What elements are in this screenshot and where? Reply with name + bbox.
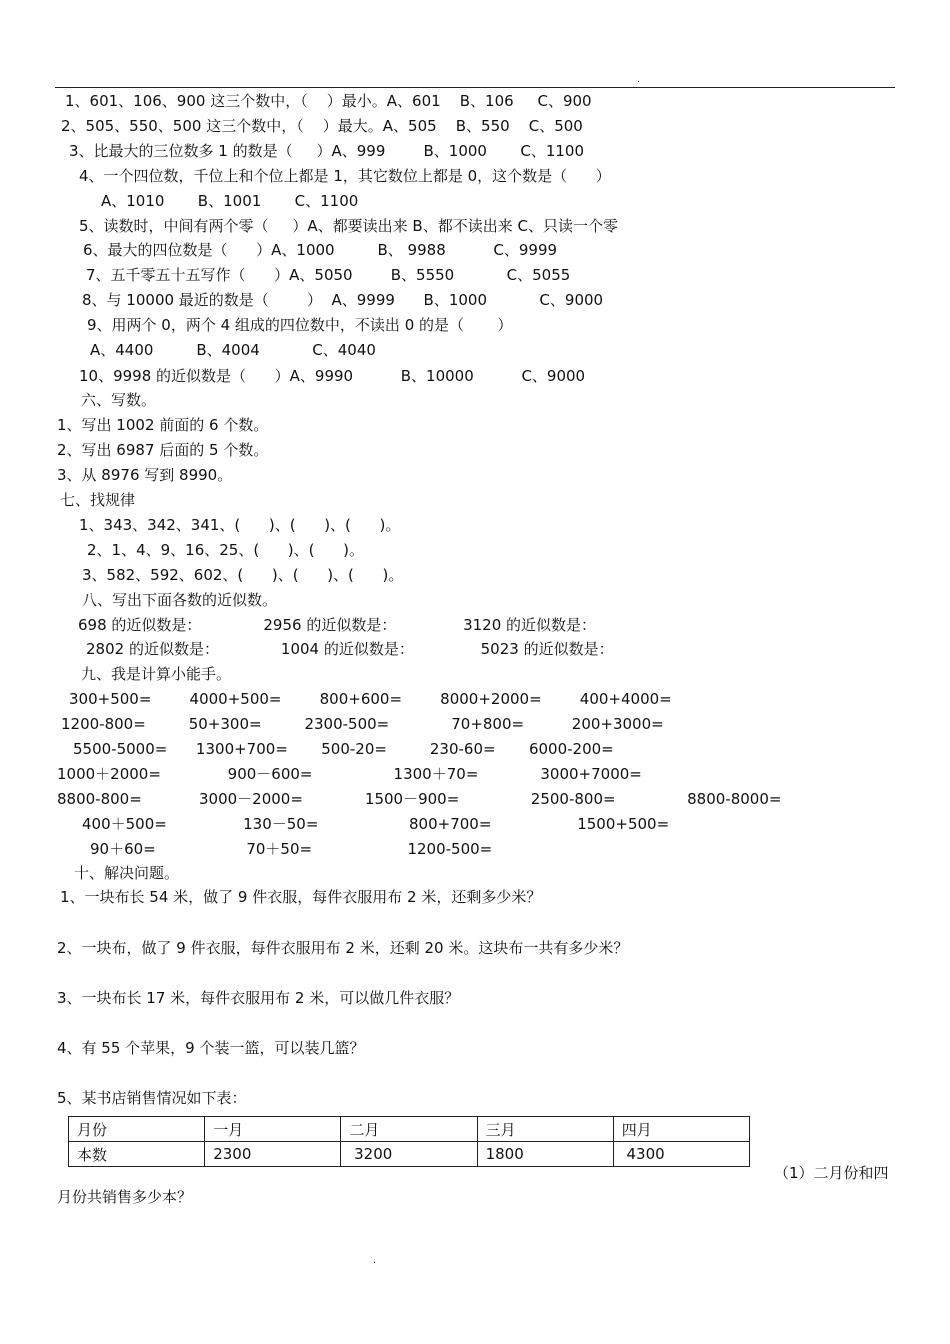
- word-problem-4: 4、有 55 个苹果，9 个装一篮，可以装几篮？: [57, 1039, 365, 1057]
- calc-row: 300+500= 4000+500= 800+600= 8000+2000= 400+4000=: [69, 690, 672, 708]
- sub-question-1-part-a: （1）二月份和四: [774, 1164, 889, 1182]
- choice-q9-options: A、4400 B、4004 C、4040: [90, 341, 376, 359]
- choice-q6: 6、最大的四位数是（ ）A、1000 B、 9988 C、9999: [83, 241, 558, 259]
- section6-title: 六、写数。: [81, 391, 157, 409]
- choice-q10: 10、9998 的近似数是（ ）A、9990 B、10000 C、9000: [79, 367, 586, 385]
- choice-q1: 1、601、106、900 这三个数中，（ ）最小。A、601 B、106 C、900: [65, 92, 592, 110]
- choice-q9: 9、用两个 0，两个 4 组成的四位数中，不读出 0 的是（ ）: [87, 316, 513, 334]
- table-header-cell: 四月: [613, 1117, 749, 1142]
- table-cell: 2300: [205, 1142, 341, 1167]
- word-problem-3: 3、一块布长 17 米，每件衣服用布 2 米，可以做几件衣服？: [57, 989, 460, 1007]
- sub-question-1-part-b: 月份共销售多少本？: [57, 1188, 193, 1206]
- word-problem-5: 5、某书店销售情况如下表：: [57, 1089, 247, 1107]
- section6-item: 2、写出 6987 后面的 5 个数。: [57, 441, 269, 459]
- section8-row: 698 的近似数是： 2956 的近似数是： 3120 的近似数是：: [78, 616, 597, 634]
- section9-title: 九、我是计算小能手。: [81, 665, 232, 683]
- section6-item: 3、从 8976 写到 8990。: [57, 466, 233, 484]
- table-header-cell: 月份: [69, 1117, 205, 1142]
- section7-item: 3、582、592、602、( )、( )、( )。: [82, 566, 404, 584]
- table-cell: 1800: [477, 1142, 613, 1167]
- table-cell: 4300: [613, 1142, 749, 1167]
- table-cell: 本数: [69, 1142, 205, 1167]
- calc-row: 8800-800= 3000－2000= 1500－900= 2500-800= 8800-8000=: [57, 790, 782, 808]
- header-mark: .: [637, 74, 641, 85]
- footer-mark: .: [373, 1255, 377, 1266]
- choice-q2: 2、505、550、500 这三个数中，（ ）最大。A、505 B、550 C、500: [61, 117, 583, 135]
- table-row: [69, 1142, 750, 1167]
- calc-row: 90＋60= 70＋50= 1200-500=: [90, 840, 493, 858]
- section7-item: 2、1、4、9、16、25、( )、( )。: [87, 541, 364, 559]
- calc-row: 1200-800= 50+300= 2300-500= 70+800= 200+3000=: [61, 715, 664, 733]
- choice-q3: 3、比最大的三位数多 1 的数是（ ）A、999 B、1000 C、1100: [69, 142, 584, 160]
- section6-item: 1、写出 1002 前面的 6 个数。: [57, 416, 269, 434]
- calc-row: 1000＋2000= 900－600= 1300＋70= 3000+7000=: [57, 765, 642, 783]
- section7-item: 1、343、342、341、( )、( )、( )。: [79, 516, 401, 534]
- section7-title: 七、找规律: [60, 491, 136, 509]
- choice-q5: 5、读数时，中间有两个零（ ）A、都要读出来 B、都不读出来 C、只读一个零: [79, 217, 618, 235]
- word-problem-1: 1、一块布长 54 米，做了 9 件衣服，每件衣服用布 2 米，还剩多少米？: [60, 888, 542, 906]
- section10-title: 十、解决问题。: [74, 864, 180, 882]
- choice-q7: 7、五千零五十五写作（ ）A、5050 B、5550 C、5055: [86, 266, 571, 284]
- choice-q4-options: A、1010 B、1001 C、1100: [101, 192, 359, 210]
- sales-table: [68, 1116, 750, 1167]
- calc-row: 400＋500= 130－50= 800+700= 1500+500=: [82, 815, 670, 833]
- word-problem-2: 2、一块布，做了 9 件衣服，每件衣服用布 2 米，还剩 20 米。这块布一共有多少米？: [57, 939, 629, 957]
- header-rule: [55, 87, 895, 88]
- table-row: [69, 1117, 750, 1142]
- choice-q4: 4、一个四位数，千位上和个位上都是 1，其它数位上都是 0，这个数是（ ）: [79, 167, 611, 185]
- section8-row: 2802 的近似数是： 1004 的近似数是： 5023 的近似数是：: [86, 640, 614, 658]
- calc-row: 5500-5000= 1300+700= 500-20= 230-60= 6000-200=: [73, 740, 614, 758]
- section8-title: 八、写出下面各数的近似数。: [82, 591, 278, 609]
- table-header-cell: 一月: [205, 1117, 341, 1142]
- choice-q8: 8、与 10000 最近的数是（ ） A、9999 B、1000 C、9000: [82, 291, 604, 309]
- table-cell: 3200: [341, 1142, 477, 1167]
- table-header-cell: 三月: [477, 1117, 613, 1142]
- table-header-cell: 二月: [341, 1117, 477, 1142]
